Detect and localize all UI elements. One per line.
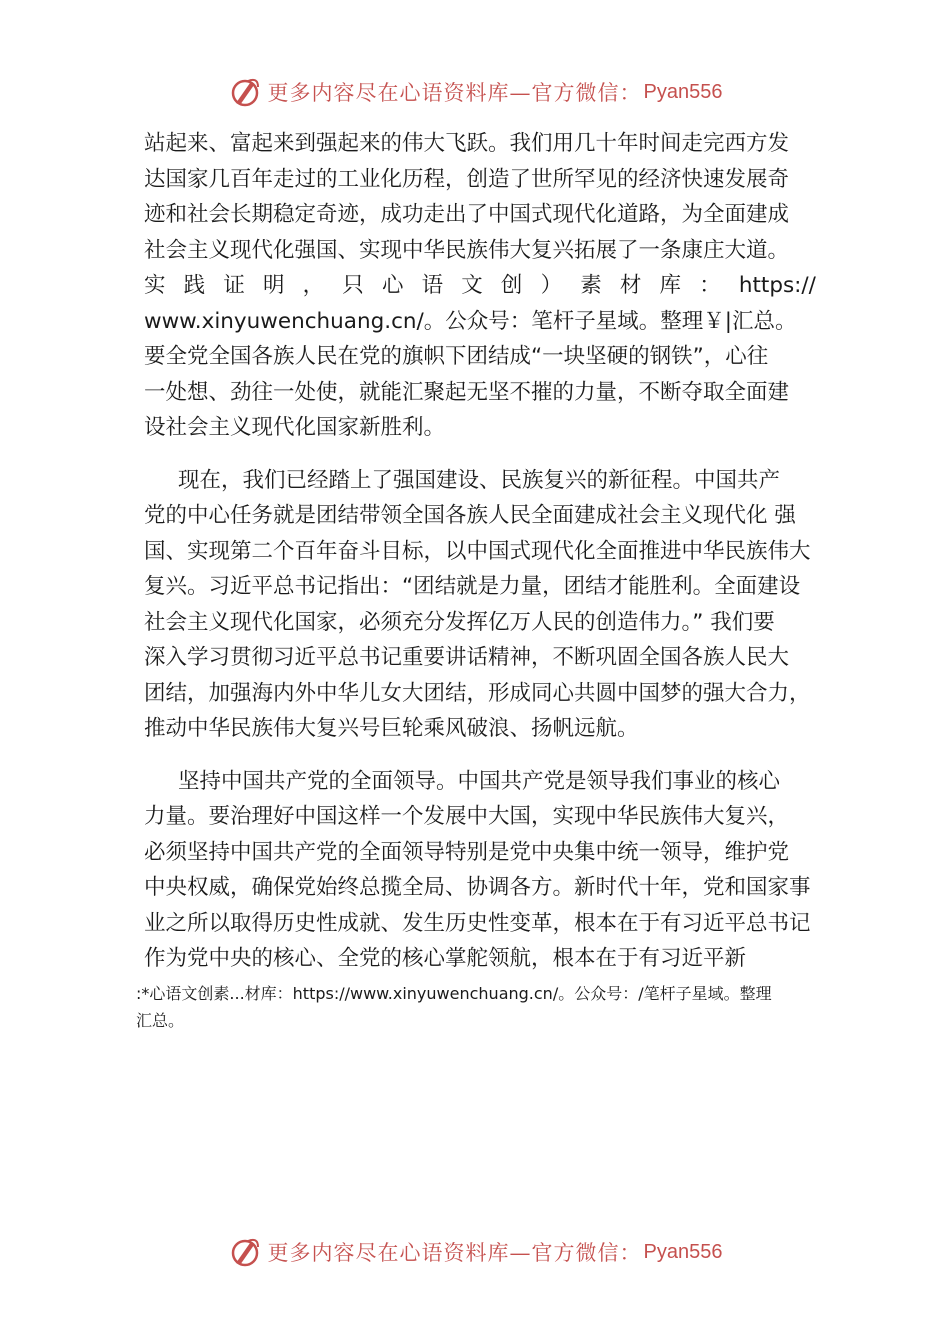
banner-text: 更多内容尽在心语资料库—官方微信： <box>267 1241 642 1265</box>
document-body <box>144 126 816 994</box>
quill-logo-icon <box>228 1235 262 1269</box>
footnote-line: 汇总。 <box>136 1011 185 1030</box>
paragraph-1 <box>144 126 816 446</box>
text-line-spread <box>144 268 816 304</box>
paragraph-2 <box>144 463 816 747</box>
banner-text: 更多内容尽在心语资料库—官方微信： <box>267 81 642 105</box>
footnote-line: :*心语文创素...材库：https://www.xinyuwenchuang.cn/。公众号：/笔杆子星域。整理 <box>136 984 772 1003</box>
paragraph-3 <box>144 764 816 977</box>
header-banner <box>0 70 950 114</box>
text-line: 业之所以取得历史性成就、发生历史性变革，根本在于有习近平总书记 <box>144 910 811 936</box>
text-line: 坚持中国共产党的全面领导。中国共产党是领导我们事业的核心 <box>178 768 781 794</box>
text-line: 复兴。习近平总书记指出：“团结就是力量，团结才能胜利。全面建设 <box>144 574 801 599</box>
text-line: 现在，我们已经踏上了强国建设、民族复兴的新征程。中国共产 <box>178 467 781 493</box>
text-line: 迹和社会长期稳定奇迹，成功走出了中国式现代化道路，为全面建成 <box>144 202 790 227</box>
text-line: 达国家几百年走过的工业化历程，创造了世所罕见的经济快速发展奇 <box>144 166 790 192</box>
text-line: 力量。要治理好中国这样一个发展中大国，实现中华民族伟大复兴， <box>144 804 790 829</box>
text-line: 作为党中央的核心、全党的核心掌舵领航，根本在于有习近平新 <box>144 946 747 971</box>
text-line: 一处想、劲往一处使，就能汇聚起无坚不摧的力量，不断夺取全面建 <box>144 379 790 405</box>
text-line: 必须坚持中国共产党的全面领导特别是党中央集中统一领导，维护党 <box>144 839 790 865</box>
footer-banner <box>0 1230 950 1274</box>
text-line: 设社会主义现代化国家新胜利。 <box>144 415 446 440</box>
banner-wechat-id: Pyan556 <box>643 1240 723 1263</box>
banner-wechat-id: Pyan556 <box>643 80 723 103</box>
spread-line-text: 实 践 证 明 ， 只 心 语 文 创 ） 素 材 库 ： https:// <box>144 273 816 298</box>
footnote <box>136 980 826 1034</box>
text-line: 国、实现第二个百年奋斗目标，以中国式现代化全面推进中华民族伟大 <box>144 538 811 564</box>
text-line: 推动中华民族伟大复兴号巨轮乘风破浪、扬帆远航。 <box>144 716 639 741</box>
text-line: www.xinyuwenchuang.cn/。公众号：笔杆子星域。整理￥|汇总。 <box>144 308 797 334</box>
text-line: 社会主义现代化国家，必须充分发挥亿万人民的创造伟力。” 我们要 <box>144 609 775 635</box>
text-line: 团结，加强海内外中华儿女大团结，形成同心共圆中国梦的强大合力， <box>144 680 811 706</box>
text-line: 站起来、富起来到强起来的伟大飞跃。我们用几十年时间走完西方发 <box>144 131 790 156</box>
quill-logo-icon <box>228 75 262 109</box>
text-line: 要全党全国各族人民在党的旗帜下团结成“一块坚硬的钢铁”，心往 <box>144 344 769 369</box>
text-line: 党的中心任务就是团结带领全国各族人民全面建成社会主义现代化 强 <box>144 503 796 528</box>
text-line: 社会主义现代化强国、实现中华民族伟大复兴拓展了一条康庄大道。 <box>144 237 790 263</box>
text-line: 深入学习贯彻习近平总书记重要讲话精神，不断巩固全国各族人民大 <box>144 645 790 670</box>
text-line: 中央权威，确保党始终总揽全局、协调各方。新时代十年，党和国家事 <box>144 875 811 900</box>
